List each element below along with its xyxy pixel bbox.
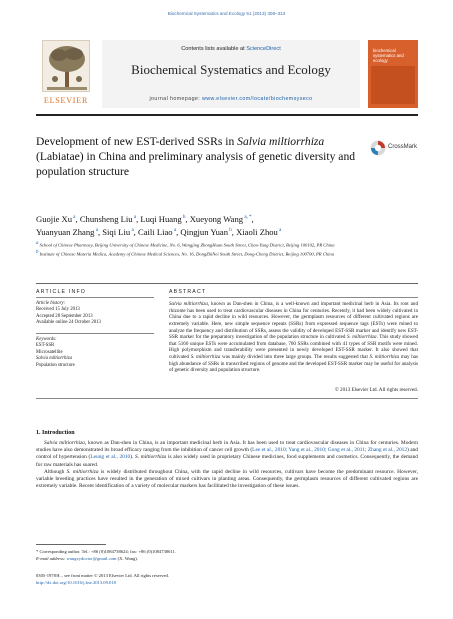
journal-title: Biochemical Systematics and Ecology — [131, 62, 331, 77]
keyword: Salvia miltiorrhiza — [36, 356, 73, 362]
doi-link[interactable]: http://dx.doi.org/10.1016/j.bse.2013.09.018 — [36, 580, 116, 585]
reference-link[interactable]: Lee et al., 2010; Yang et al., 2010; Gong et al., 2011; Zhang et al., 2012 — [252, 447, 408, 454]
keywords-label: Keywords: — [36, 337, 57, 342]
affiliations — [36, 240, 418, 257]
introduction-text — [36, 440, 418, 490]
paragraph: Although S. miltiorrhiza is widely distributed throughout China, with the rapid decline in wild resources, cultivars have become the predominant resource. However, variable breeding practices have resulted in the generation of mixed cultivars in planting areas. Consequently, the germplasm resources of different cultivated regions are extremely variable. Recent identification of a variety of molecular markers has facilitated the investigation of these issues. — [36, 468, 418, 490]
author[interactable]: Guojie Xu $^a$ — [36, 213, 76, 224]
header-divider — [36, 114, 418, 116]
introduction-heading: 1. Introduction — [36, 430, 75, 436]
section-divider — [36, 398, 418, 399]
keyword: EST-SSR — [36, 343, 55, 349]
keywords — [36, 337, 154, 369]
elsevier-wordmark: ELSEVIER — [43, 96, 89, 105]
email-line: E-mail address: wangxydoctor@gmail.com (X. Wang). — [36, 556, 138, 561]
publication-info — [36, 572, 418, 586]
author[interactable]: Xueyong Wang $^{a, *}$ — [189, 213, 252, 224]
contents-line — [102, 46, 360, 52]
affiliation-a: $^a$ School of Chinese Pharmacy, Beijing University of Chinese Medicine, No. 6, Wangjing ZhongHuan South Street, Chao-Yang District, Beijing 100102, PR China — [36, 241, 335, 248]
homepage-line — [102, 96, 360, 102]
author-list: Guojie Xu $^a$, Chunsheng Liu $^a$, Luqi Huang $^b$, Xueyong Wang $^{a, *}$, Yuanyuan Zhang $^a$, Siqi Liu $^a$, Caili Liao $^a$, Qingjun Yuan $^b$, Xiaoli Zhou $^a$ — [36, 213, 282, 238]
reference-link[interactable]: Leung et al., 2010 — [90, 454, 131, 461]
title-part-2: (Labiatae) in China and preliminary analysis of genetic diversity and population structure — [36, 150, 356, 178]
email-link[interactable]: wangxydoctor@gmail.com — [66, 556, 117, 561]
received-date: Received 15 July 2013 — [36, 307, 80, 313]
footnote-divider — [36, 544, 106, 545]
crossmark-icon — [370, 140, 386, 156]
info-divider — [36, 297, 154, 298]
elsevier-tree-icon — [42, 40, 90, 92]
article-title — [36, 134, 366, 179]
corresponding-author-note: * Corresponding author. Tel.: +86 (0)1084738624; fax: +86 (0)1084738611. — [36, 549, 176, 554]
cover-title: biochemical systematics and ecology — [373, 48, 404, 64]
crossmark-badge[interactable] — [370, 138, 418, 160]
author[interactable]: Qingjun Yuan $^b$ — [180, 227, 232, 238]
info-divider — [36, 333, 154, 334]
homepage-link[interactable]: www.elsevier.com/locate/biochemsyseco — [202, 96, 313, 102]
accepted-date: Accepted 28 September 2013 — [36, 313, 93, 319]
copyright-notice: © 2013 Elsevier Ltd. All rights reserved. — [334, 387, 418, 393]
elsevier-logo[interactable] — [36, 40, 96, 108]
sciencedirect-link[interactable]: ScienceDirect — [246, 46, 281, 52]
abstract-text: Salvia miltiorrhiza, known as Dan-shen in China, is a well-known and important medicinal herb in Asia. Its root and rhizome has been used to treat cardiovascular diseases in China for centuries. Recently, it had been widely cultivated in China due to a rapid decline in wild resources. However, the germplasm resources of different cultivated regions are extremely variable. Here, new simple sequence repeats (SSRs) from expressed sequence tags (ESTs) were mined to analyze the frequency and distribution of SSRs, assess the validity of developed EST-SSR marker and identify new EST-SSR marker for the preparatory investigation of the population structure in cultivated S. miltiorrhiza. This study showed that 5160 unique ESTs were accumulated from database, 760 SSRs combined with 41 types of SSR motifs were mined. High polymorphism and transferability were presented in newly developed EST-SSR marker. It also showed that cultivated S. miltiorrhiza was mainly divided into three large groups. The results suggested that S. miltiorrhiza may has high abundance of SSRs in transcribed regions of genome and the developed EST-SSR marker may be useful for analysis of genetic diversity and population structure. — [169, 301, 419, 374]
online-date: Available online 24 October 2013 — [36, 320, 101, 326]
crossmark-label: CrossMark — [388, 144, 418, 150]
footnotes — [36, 548, 418, 562]
keyword: Microsatellite — [36, 349, 63, 355]
cover-band — [371, 66, 415, 104]
author[interactable]: Chunsheng Liu $^a$ — [79, 213, 137, 224]
article-info-heading: ARTICLE INFO — [36, 289, 87, 295]
author[interactable]: Luqi Huang $^b$ — [140, 213, 186, 224]
abstract-divider — [169, 297, 418, 298]
journal-header-box — [102, 40, 360, 108]
journal-cover-thumbnail[interactable] — [368, 40, 418, 108]
title-part-1: Development of new EST-derived SSRs in — [36, 135, 238, 148]
history-label: Article history: — [36, 301, 66, 306]
article-history — [36, 301, 154, 327]
author[interactable]: Yuanyuan Zhang $^a$ — [36, 227, 98, 238]
author[interactable]: Siqi Liu $^a$ — [102, 227, 134, 238]
paragraph: Salvia miltiorrhiza, known as Dan-shen in China, is an important medicinal herb in Asia. It has been used to treat cardiovascular diseases in China for centuries. Modern studies have also demonstrated its broad efficacy ranging from the inhibition of cancer cell growth (Lee et al., 2010; Yang et al., 2010; Gong et al., 2011; Zhang et al., 2012) and control of hypertension (Leung et al., 2010). S. miltiorrhiza is also widely used in proprietary Chinese medicines, food supplements and cosmetics. Consequently, the demand for raw materials has soared. — [36, 440, 418, 468]
keyword: Population structure — [36, 362, 75, 368]
contents-prefix: Contents lists available at — [181, 46, 247, 52]
affiliation-b: $^b$ Institute of Chinese Materia Medica, Academy of Chinese Medical Sciences, No. 16, DongZhiNei South Street, Dong-Cheng District, Beijing 100700, PR China — [36, 249, 334, 257]
section-divider — [36, 283, 418, 284]
title-species: Salvia miltiorrhiza — [237, 135, 325, 148]
issn-line: 0305-1978/$ – see front matter © 2013 Elsevier Ltd. All rights reserved. — [36, 573, 169, 578]
citation-line: Biochemical Systematics and Ecology 51 (2013) 308–313 — [167, 11, 286, 16]
homepage-prefix: journal homepage: — [149, 96, 203, 102]
author[interactable]: Xiaoli Zhou $^a$ — [236, 227, 282, 238]
journal-banner — [36, 40, 418, 112]
abstract-heading: ABSTRACT — [169, 289, 207, 295]
author[interactable]: Caili Liao $^a$ — [137, 227, 177, 238]
